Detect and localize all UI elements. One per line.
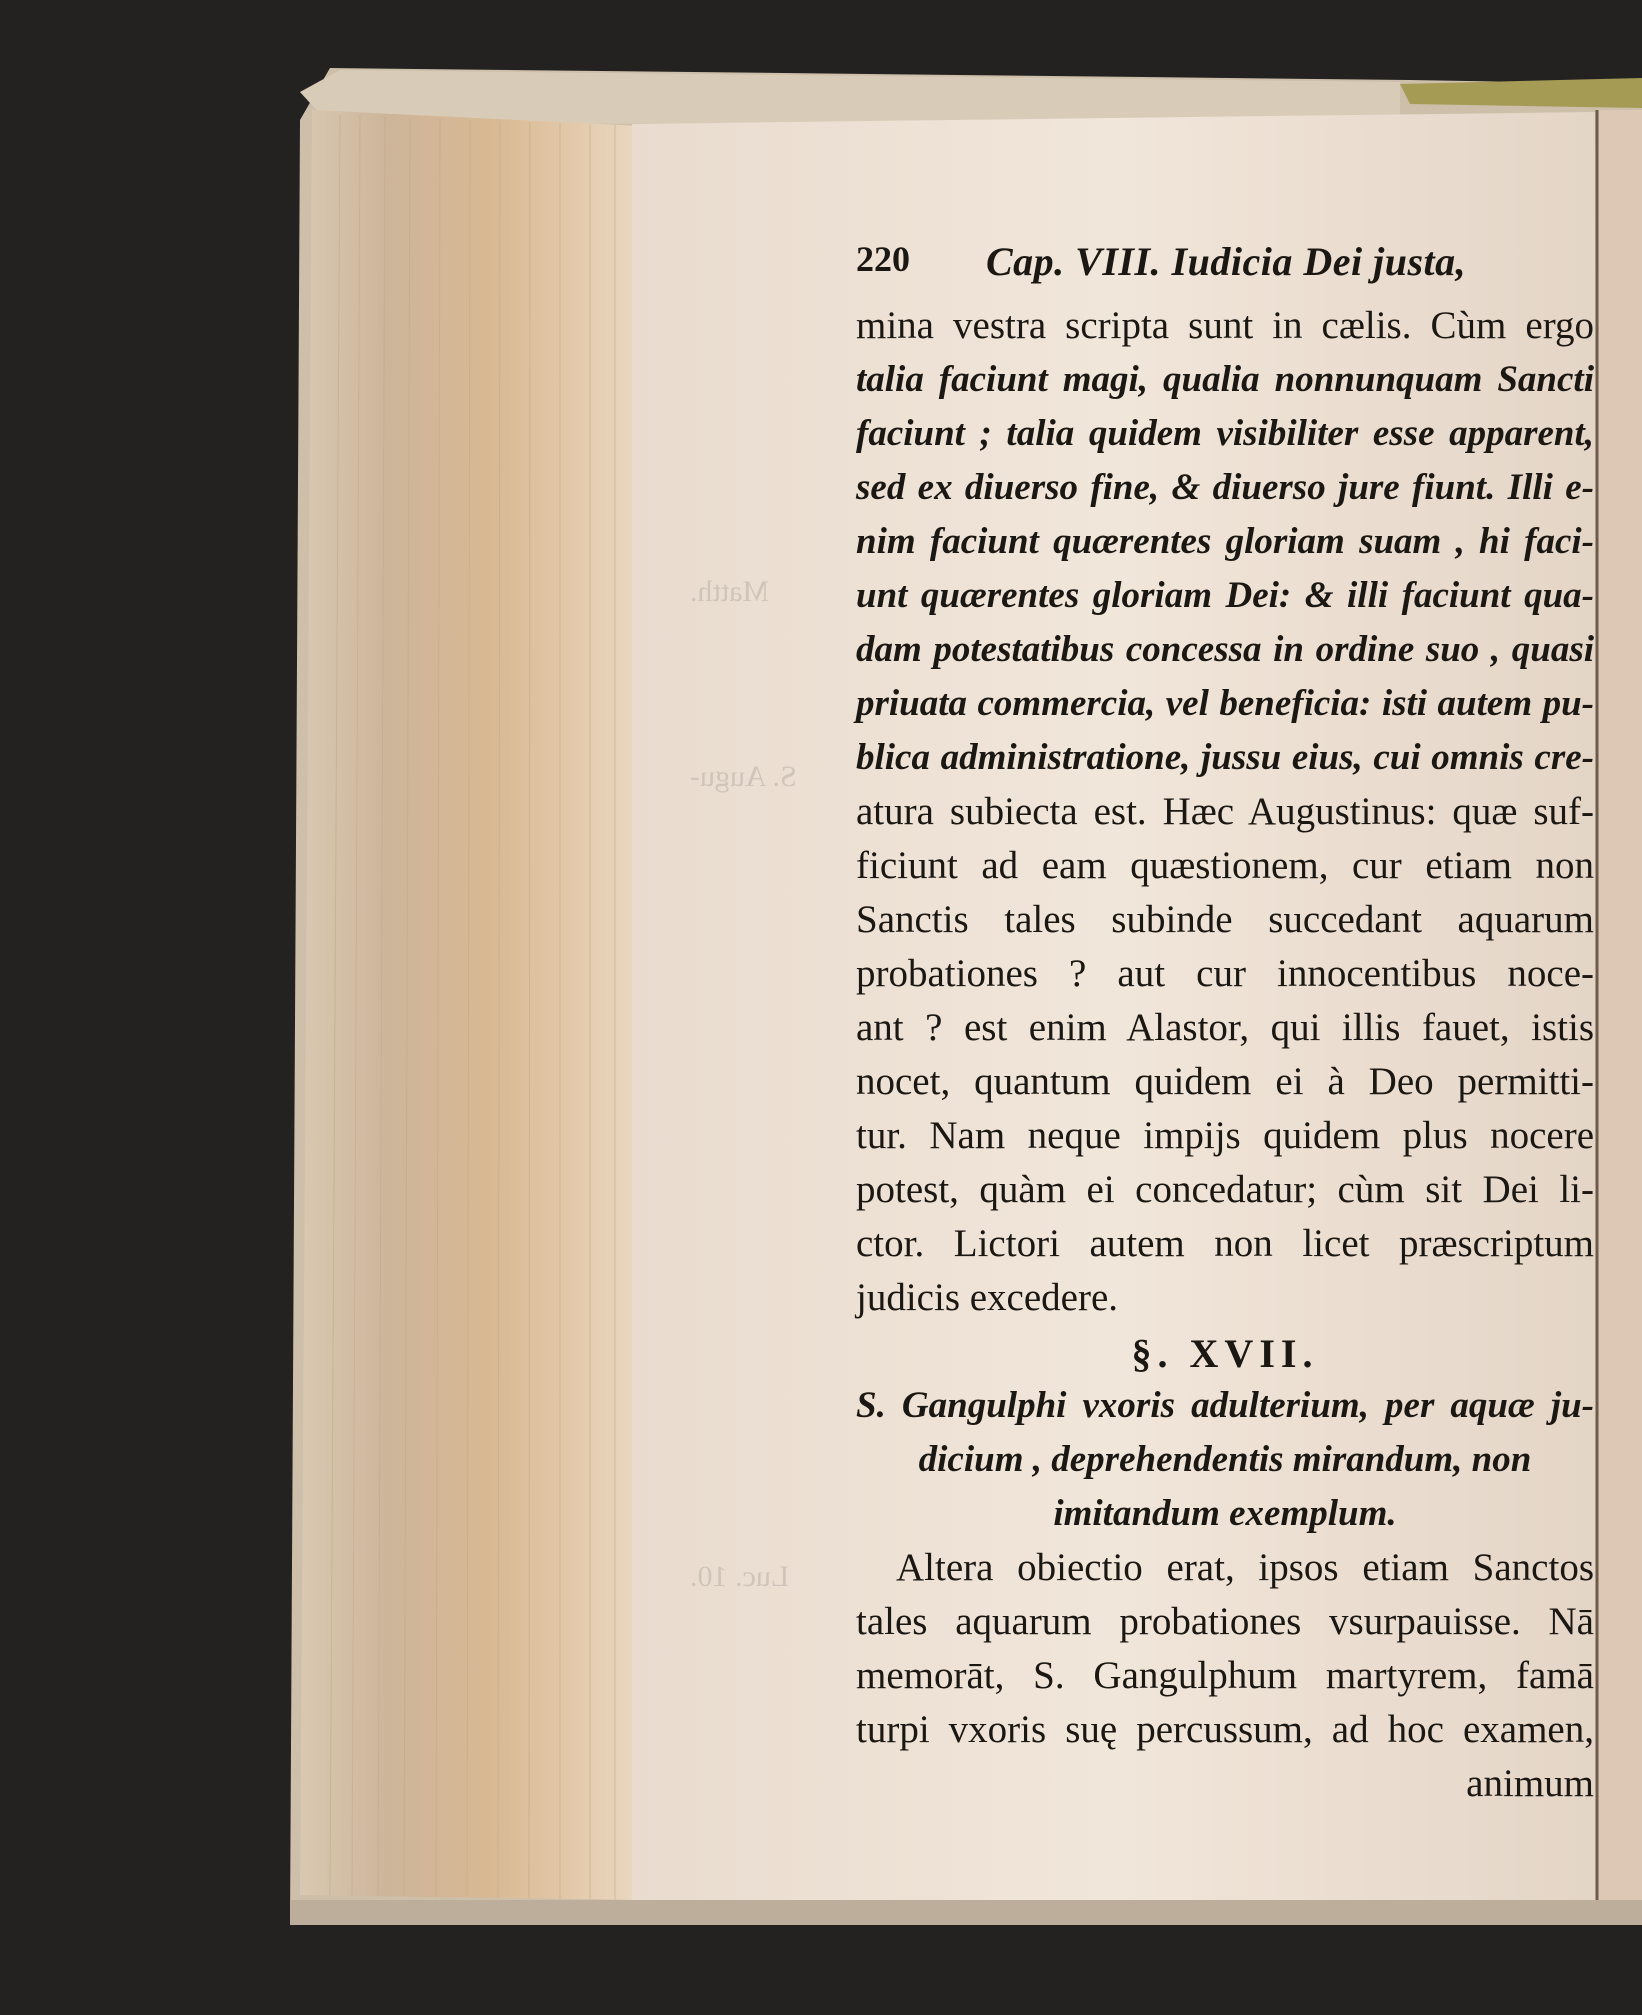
paragraph-line: Altera obiectio erat, ipsos etiam Sanctos (896, 1546, 1594, 1589)
body-line: potest, quàm ei concedatur; cùm sit Dei li- (856, 1168, 1594, 1211)
body-line: ctor. Lictori autem non licet præscriptum (856, 1222, 1594, 1265)
body-line: mina vestra scripta sunt in cælis. Cùm ergo (856, 304, 1594, 347)
page-number: 220 (856, 239, 910, 279)
bleed-through-margin-note: Luc. 10. (690, 1560, 790, 1593)
body-line: judicis excedere. (856, 1276, 1119, 1319)
body-line: talia faciunt magi, qualia nonnunquam Sancti (856, 359, 1594, 400)
running-head: Cap. VIII. Iudicia Dei justa, (986, 239, 1467, 284)
section-title-line: dicium , deprehendentis mirandum, non (918, 1439, 1532, 1480)
running-header (856, 238, 1594, 298)
body-line: probationes ? aut cur innocentibus noce- (856, 952, 1594, 995)
body-line: nocet, quantum quidem ei à Deo permitti- (856, 1060, 1594, 1103)
section-title-line: imitandum exemplum. (1053, 1493, 1397, 1534)
body-line: blica administratione, jussu eius, cui omnis cre- (856, 737, 1594, 778)
section-heading: §. XVII. (1131, 1331, 1319, 1376)
body-line: tur. Nam neque impijs quidem plus nocere (856, 1114, 1594, 1157)
bleed-through-margin-note: S. Augu- (690, 760, 797, 793)
bleed-through-margin-note: Matth. (690, 575, 770, 608)
body-line: Sanctis tales subinde succedant aquarum (856, 898, 1594, 941)
body-line: ficiunt ad eam quæstionem, cur etiam non (856, 844, 1594, 887)
body-line: sed ex diuerso fine, & diuerso jure fiunt. Illi e- (856, 467, 1594, 508)
paragraph-line: turpi vxoris suę percussum, ad hoc examen, (856, 1708, 1594, 1751)
body-line: faciunt ; talia quidem visibiliter esse apparent, (856, 413, 1594, 454)
paragraph-line: memorāt, S. Gangulphum martyrem, famā (856, 1654, 1594, 1697)
body-line: unt quærentes gloriam Dei: & illi faciunt qua- (856, 575, 1594, 616)
body-line: atura subiecta est. Hæc Augustinus: quæ suf- (856, 790, 1594, 833)
paragraph-line: tales aquarum probationes vsurpauisse. Nā (856, 1600, 1594, 1643)
body-line: ant ? est enim Alastor, qui illis fauet, istis (856, 1006, 1594, 1049)
paragraph-line: animum (1466, 1762, 1594, 1805)
section-title-line: S. Gangulphi vxoris adulterium, per aquæ ju- (856, 1385, 1594, 1426)
body-line: nim faciunt quærentes gloriam suam , hi faci- (856, 521, 1594, 562)
body-line: dam potestatibus concessa in ordine suo , quasi (856, 629, 1594, 670)
body-line: priuata commercia, vel beneficia: isti autem pu- (856, 683, 1594, 724)
